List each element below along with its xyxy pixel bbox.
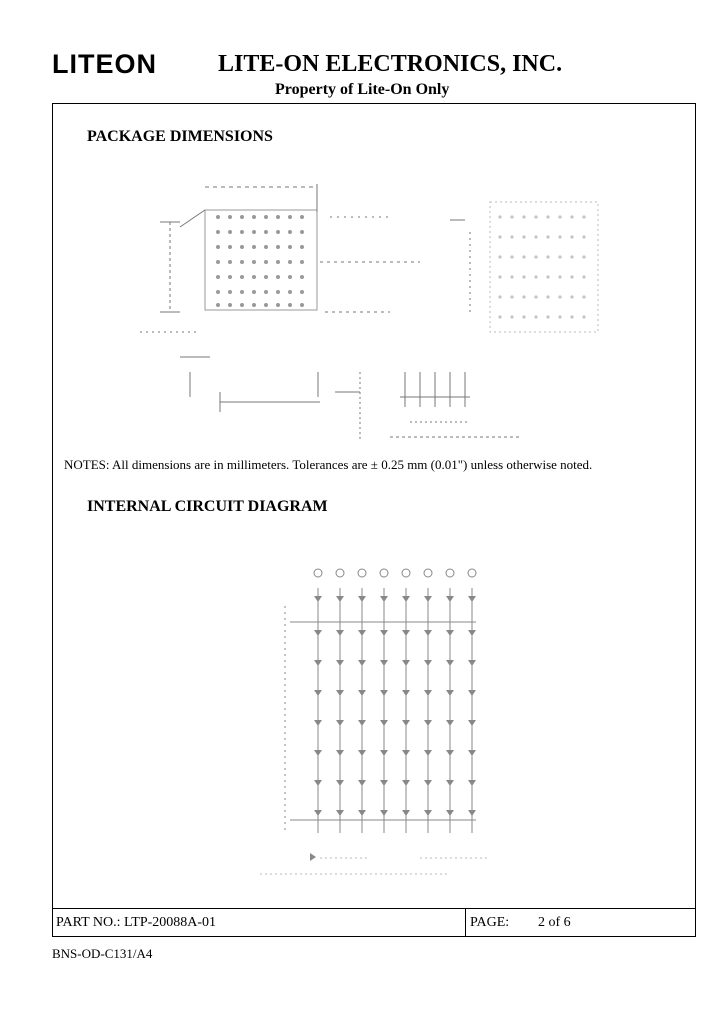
page-number: 2 of 6 [538, 915, 571, 930]
notes: NOTES: All dimensions are in millimeters. Tolerances are ± 0.25 mm (0.01") unless otherwise noted. [64, 457, 593, 472]
document-code: BNS-OD-C131/A4 [52, 946, 153, 961]
internal-circuit-diagram [240, 548, 500, 888]
footer-row [52, 908, 696, 937]
package-dimensions-drawing [120, 172, 620, 452]
package-dimensions-heading: PACKAGE DIMENSIONS [87, 128, 273, 145]
part-number: PART NO.: LTP-20088A-01 [56, 915, 217, 930]
footer-divider [465, 909, 466, 937]
logo: LITEON [52, 49, 157, 79]
internal-circuit-heading: INTERNAL CIRCUIT DIAGRAM [87, 498, 328, 515]
page-label: PAGE: [470, 915, 510, 930]
property-notice: Property of Lite-On Only [275, 81, 450, 98]
company-name: LITE-ON ELECTRONICS, INC. [218, 51, 563, 77]
